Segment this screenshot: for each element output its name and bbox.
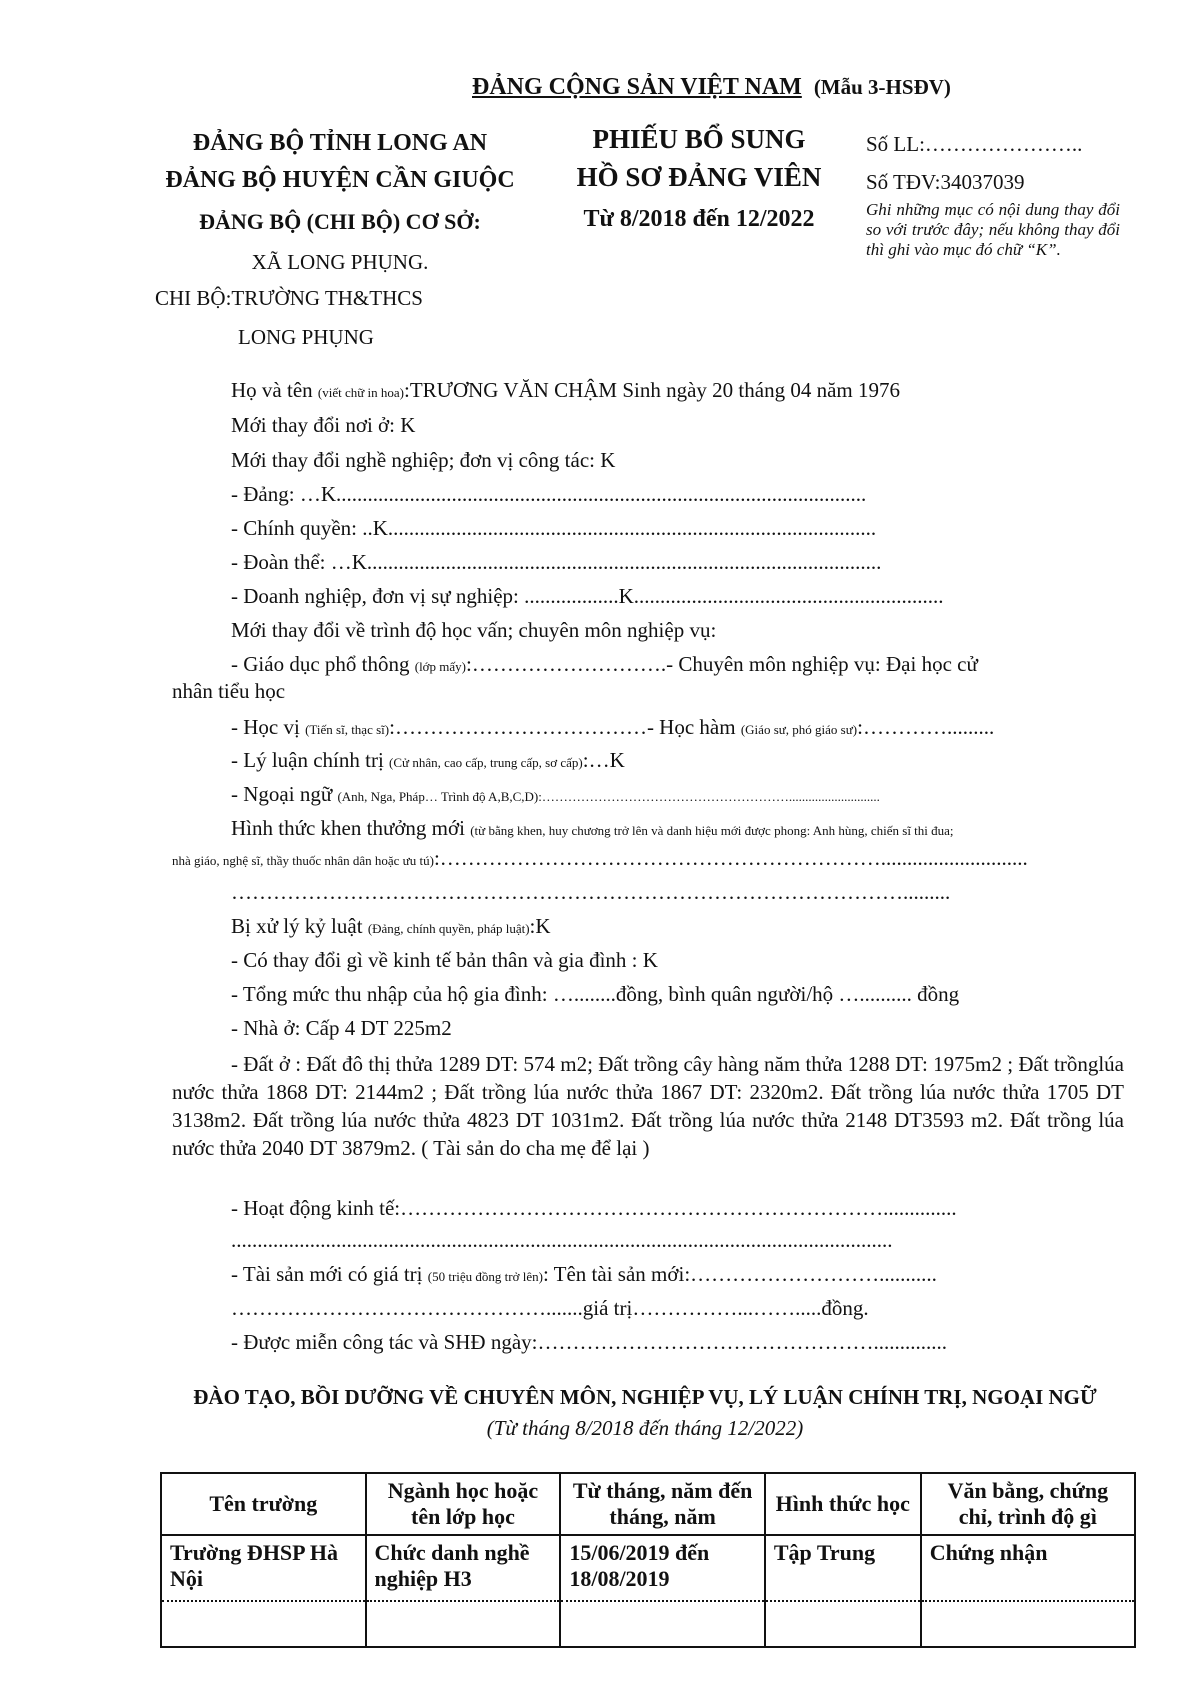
khen-rest: :………………………………………………………............................ <box>433 846 1028 870</box>
table-cell <box>161 1601 366 1647</box>
hoc-ham-rest: :…………......... <box>857 715 995 739</box>
table-row <box>161 1535 1135 1601</box>
gdpt-rest: :……………………….- Chuyên môn nghiệp vụ: Đại học cử <box>466 652 978 676</box>
khen-hint-2: nhà giáo, nghệ sĩ, thầy thuốc nhân dân hoặc ưu tú) <box>172 853 434 868</box>
llct-rest: :…K <box>582 748 625 772</box>
table-cell <box>366 1601 561 1647</box>
occupation-line: Mới thay đổi nghề nghiệp; đơn vị công tác: K <box>231 448 616 472</box>
khen-thuong-line <box>231 816 954 841</box>
hoc-vi-label: - Học vị <box>231 715 300 739</box>
name-value: :TRƯƠNG VĂN CHẬM Sinh ngày 20 tháng 04 năm 1976 <box>404 378 900 402</box>
form-title-2: HỒ SƠ ĐẢNG VIÊN <box>576 162 822 192</box>
training-heading: ĐÀO TẠO, BỒI DƯỠNG VỀ CHUYÊN MÔN, NGHIỆP VỤ, LÝ LUẬN CHÍNH TRỊ, NGOẠI NGỮ <box>193 1385 1097 1409</box>
so-tdv: Số TĐV:34037039 <box>866 170 1025 194</box>
tai-san-hint: (50 triệu đồng trở lên) <box>427 1269 543 1284</box>
table-cell: Trường ĐHSP Hà Nội <box>161 1535 366 1601</box>
gdpt-line <box>231 652 978 677</box>
training-table <box>160 1472 1136 1648</box>
org-line-3: ĐẢNG BỘ (CHI BỘ) CƠ SỞ: <box>199 209 481 234</box>
table-cell: Chứng nhận <box>921 1535 1135 1601</box>
thu-nhap-line: - Tổng mức thu nhập của hộ gia đình: …........đồng, bình quân người/hộ ….......... đồng <box>231 982 960 1006</box>
ngoai-ngu-line <box>231 782 880 807</box>
dang-line: - Đảng: …K..................................................................................................... <box>231 482 867 506</box>
gdpt-hint: (lớp mấy) <box>414 659 467 674</box>
hoc-ham-hint: (Giáo sư, phó giáo sư) <box>740 722 858 737</box>
education-heading: Mới thay đổi về trình độ học vấn; chuyên môn nghiệp vụ: <box>231 618 717 642</box>
table-cell: Tập Trung <box>765 1535 921 1601</box>
gia-tri-line: ……………………………………….......giá trị……………...…….....đồng. <box>231 1296 869 1320</box>
mien-cong-tac-line: - Được miễn công tác và SHĐ ngày:………………………………………….............. <box>231 1330 947 1354</box>
nha-o-line: - Nhà ở: Cấp 4 DT 225m2 <box>231 1016 452 1040</box>
kinh-te-line: - Có thay đổi gì về kinh tế bản thân và gia đình : K <box>231 948 658 972</box>
gdpt-continuation: nhân tiểu học <box>172 679 286 703</box>
org-line-6: LONG PHỤNG <box>238 325 374 349</box>
khen-hint: (từ bằng khen, huy chương trở lên và danh hiệu mới được phong: Anh hùng, chiến sĩ thi đua; <box>470 823 954 838</box>
tai-san-rest: : Tên tài sản mới:………………………........... <box>542 1262 937 1286</box>
table-header-row <box>161 1473 1135 1535</box>
llct-line <box>231 748 625 773</box>
name-hint: (viết chữ in hoa) <box>317 385 405 400</box>
khen-thuong-dots: ……………………………………………………………………………………......... <box>231 880 951 904</box>
org-line-2: ĐẢNG BỘ HUYỆN CẦN GIUỘC <box>165 167 515 193</box>
ngoai-ngu-hint: (Anh, Nga, Pháp… Trình độ A,B,C,D):…………………………………………………............................ <box>337 789 880 804</box>
tai-san-line <box>231 1262 937 1287</box>
tai-san-label: - Tài sản mới có giá trị <box>231 1262 423 1286</box>
party-name: ĐẢNG CỘNG SẢN VIỆT NAM <box>472 74 802 100</box>
org-line-5: CHI BỘ:TRƯỜNG TH&THCS <box>155 286 423 310</box>
ky-luat-label: Bị xử lý kỷ luật <box>231 914 363 938</box>
col-header-major: Ngành học hoặc tên lớp học <box>366 1473 561 1535</box>
name-label: Họ và tên <box>231 378 313 402</box>
residence-line: Mới thay đổi nơi ở: K <box>231 413 416 437</box>
col-header-form: Hình thức học <box>765 1473 921 1535</box>
form-title-1: PHIẾU BỔ SUNG <box>592 124 806 154</box>
doanh-nghiep-line: - Doanh nghiệp, đơn vị sự nghiệp: ..................K........................................................... <box>231 584 944 608</box>
name-line <box>231 378 900 403</box>
doan-the-line: - Đoàn thể: …K.................................................................................................. <box>231 550 882 574</box>
llct-hint: (Cử nhân, cao cấp, trung cấp, sơ cấp) <box>389 755 583 770</box>
khen-label: Hình thức khen thưởng mới <box>231 816 465 840</box>
col-header-degree: Văn bằng, chứng chỉ, trình độ gì <box>921 1473 1135 1535</box>
org-line-1: ĐẢNG BỘ TỈNH LONG AN <box>192 130 488 156</box>
table-cell: 15/06/2019 đến 18/08/2019 <box>560 1535 765 1601</box>
ky-luat-hint: (Đảng, chính quyền, pháp luật) <box>367 921 530 936</box>
khen-thuong-line-2 <box>172 846 1028 871</box>
table-cell <box>921 1601 1135 1647</box>
table-row <box>161 1601 1135 1647</box>
ngoai-ngu-label: - Ngoại ngữ <box>231 782 333 806</box>
table-cell: Chức danh nghề nghiệp H3 <box>366 1535 561 1601</box>
chinh-quyen-line: - Chính quyền: ..K............................................................................................. <box>231 516 877 540</box>
hoc-vi-rest: :………………………………- Học hàm <box>389 715 736 739</box>
table-cell <box>560 1601 765 1647</box>
hoat-dong-dots: .............................................................................................................................. <box>231 1228 893 1252</box>
col-header-period: Từ tháng, năm đến tháng, năm <box>560 1473 765 1535</box>
hoc-vi-line <box>231 715 994 740</box>
llct-label: - Lý luận chính trị <box>231 748 384 772</box>
hoat-dong-line: - Hoạt động kinh tế:…………………………………………………………….............. <box>231 1196 957 1220</box>
hoc-vi-hint: (Tiến sĩ, thạc sĩ) <box>305 722 390 737</box>
org-line-4: XÃ LONG PHỤNG. <box>251 250 429 274</box>
party-header <box>472 74 951 101</box>
form-period: Từ 8/2018 đến 12/2022 <box>583 206 815 232</box>
ky-luat-rest: :K <box>529 914 551 938</box>
training-period: (Từ tháng 8/2018 đến tháng 12/2022) <box>486 1416 804 1440</box>
table-cell <box>765 1601 921 1647</box>
col-header-school: Tên trường <box>161 1473 366 1535</box>
instruction-note: Ghi những mục có nội dung thay đổi so với trước đây; nếu không thay đổi thì ghi vào mục đó chữ “K”. <box>866 200 1120 259</box>
gdpt-label: - Giáo dục phổ thông <box>231 652 410 676</box>
ky-luat-line <box>231 914 551 939</box>
dat-o-paragraph: - Đất ở : Đất đô thị thửa 1289 DT: 574 m2; Đất trồng cây hàng năm thửa 1288 DT: 1975m2 ; Đất trồnglúa nước thửa 1868 DT: 2144m2 ; Đất trồng lúa nước thửa 1867 DT: 2320m2. Đất trồng lúa nước thửa 1705 DT 3138m2. Đất trồng lúa nước thửa 4823 DT 1031m2. Đất trồng lúa nước thửa 2148 DT3593 m2. Đất trồng lúa nước thửa 2040 DT 3879m2. ( Tài sản do cha mẹ để lại ) <box>172 1052 1124 1160</box>
so-ll: Số LL:………………….. <box>866 132 1083 156</box>
form-code: (Mẫu 3-HSĐV) <box>813 75 951 99</box>
